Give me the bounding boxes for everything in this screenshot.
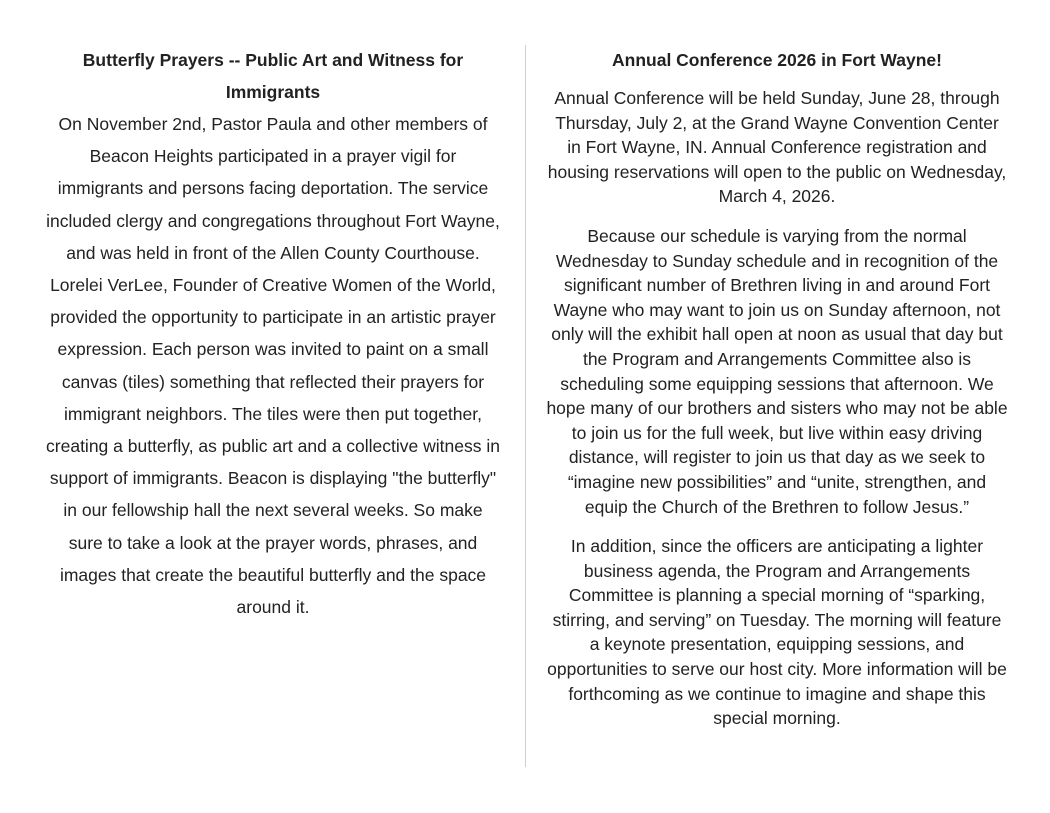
butterfly-prayers-body: On November 2nd, Pastor Paula and other members of Beacon Heights participated in a prayer vigil for immigrants and persons facing deportation. The service included clergy and congregations throughout Fort Wayne, and was held in front of the Allen County Courthouse. Lorelei VerLee, Founder of Creative Women of the World, provided the opportunity to participate in an artistic prayer expression. Each person was invited to paint on a small canvas (tiles) something that reflected their prayers for immigrant neighbors. The tiles were then put together, creating a butterfly, as public art and a collective witness in support of immigrants. Beacon is displaying "the butterfly" in our fellowship hall the next several weeks. So make sure to take a look at the prayer words, phrases, and images that create the beautiful butterfly and the space around it.	[46, 114, 500, 618]
annual-conference-paragraph-dates: Annual Conference will be held Sunday, June 28, through Thursday, July 2, at the Grand Wayne Convention Center in Fort Wayne, IN. Annual Conference registration and housing reservations will open to the public on Wednesday, March 4, 2026.	[547, 88, 1007, 207]
butterfly-prayers-article	[46, 44, 500, 623]
annual-conference-paragraph-schedule: Because our schedule is varying from the normal Wednesday to Sunday schedule and in recognition of the significant number of Brethren living in and around Fort Wayne who may want to join us on Sunday afternoon, not only will the exhibit hall open at noon as usual that day but the Program and Arrangements Committee also is scheduling some equipping sessions that afternoon. We hope many of our brothers and sisters who may not be able to join us for the full week, but live within easy driving distance, will register to join us that day as we seek to “imagine new possibilities” and “unite, strengthen, and equip the Church of the Brethren to follow Jesus.”	[546, 225, 1008, 517]
column-divider	[525, 45, 526, 767]
butterfly-prayers-title: Butterfly Prayers -- Public Art and Witness for Immigrants	[82, 50, 464, 102]
annual-conference-paragraph-tuesday: In addition, since the officers are anticipating a lighter business agenda, the Program and Arrangements Committee is planning a special morning of “sparking, stirring, and serving” on Tuesday. The morning will feature a keynote presentation, equipping sessions, and opportunities to serve our host city. More information will be forthcoming as we continue to imagine and shape this special morning.	[547, 536, 1007, 729]
annual-conference-title: Annual Conference 2026 in Fort Wayne!	[612, 50, 942, 70]
annual-conference-article	[546, 44, 1008, 746]
